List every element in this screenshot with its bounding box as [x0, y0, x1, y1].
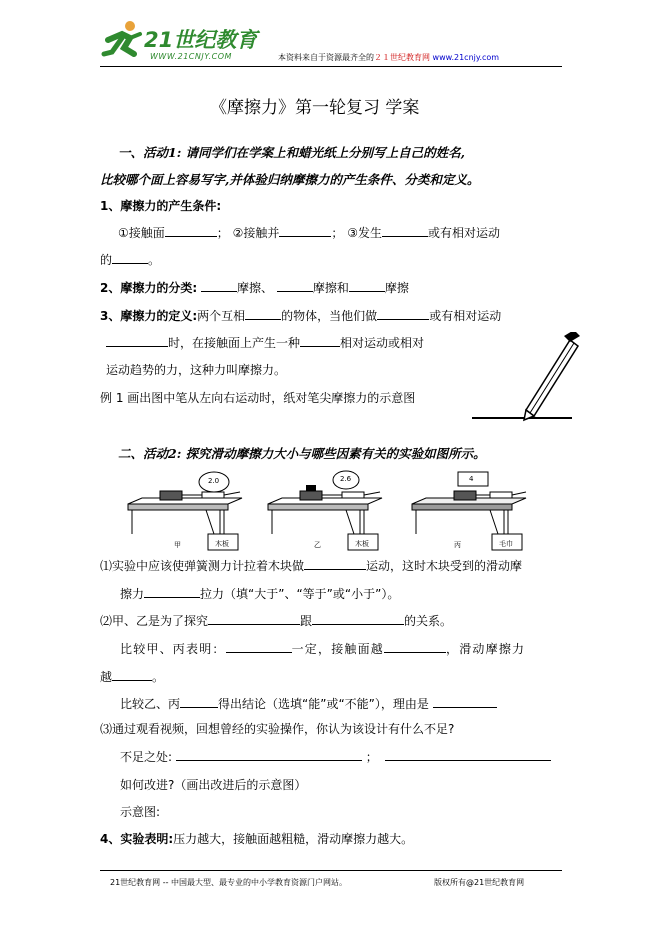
page-title: 《摩擦力》第一轮复习 学案	[210, 98, 420, 118]
header-divider	[100, 66, 562, 67]
blank-field[interactable]	[277, 279, 313, 292]
section2	[100, 279, 409, 296]
blank-field[interactable]	[106, 334, 168, 347]
blank-field[interactable]	[300, 334, 340, 347]
panel-label: 丙	[454, 541, 461, 549]
blank-field[interactable]	[201, 279, 237, 292]
question1-line1	[100, 557, 522, 574]
text: 拉力（填“大于”、“等于”或“小于”）。	[200, 587, 400, 601]
blank-field[interactable]	[208, 612, 300, 625]
blank-field[interactable]	[312, 612, 404, 625]
section3-line1	[100, 307, 501, 324]
surface-label: 木板	[355, 540, 369, 548]
logo-url: WWW.21CNJY.COM	[150, 52, 232, 61]
section2-heading: 2、摩擦力的分类:	[100, 281, 198, 295]
section1-line2	[100, 251, 160, 268]
section3-heading: 3、摩擦力的定义:	[100, 309, 198, 323]
activity2-heading: 二、活动2: 探究滑动摩擦力大小与哪些因素有关的实验如图所示。	[118, 446, 486, 461]
section1-conditions	[118, 224, 500, 241]
logo-text: 21世纪教育	[144, 28, 258, 52]
blank-field[interactable]	[112, 668, 152, 681]
experiment-panel	[264, 464, 396, 556]
question1-line2	[120, 585, 399, 602]
blank-field[interactable]	[165, 224, 217, 237]
text: 得出结论（选填“能”或“不能”），理由是	[218, 697, 429, 711]
separator: ；	[365, 750, 378, 764]
header-note-prefix: 本资料来自于资源最齐全的	[278, 53, 374, 62]
text: 相对运动或相对	[340, 336, 425, 350]
text: 的	[100, 253, 113, 267]
blank-field[interactable]	[144, 585, 200, 598]
condition-3-suffix: 或有相对运动	[427, 226, 500, 240]
footer-copyright-link[interactable]: 版权所有@21世纪教育网	[434, 878, 525, 887]
blank-field[interactable]	[349, 279, 385, 292]
activity1-line1: 一、活动1: 请同学们在学案上和蜡光纸上分别写上自己的姓名,	[118, 145, 466, 160]
example1: 例 1 画出图中笔从左向右运动时，纸对笔尖摩擦力的示意图	[100, 391, 416, 405]
header-brand-link[interactable]: ２１世纪教育网	[374, 53, 430, 62]
pen-illustration	[460, 332, 580, 422]
text: 运动，这时木块受到的滑动摩	[366, 559, 523, 573]
question3-line2	[120, 748, 551, 765]
question2-line4	[120, 695, 497, 712]
runner-logo-icon	[100, 20, 146, 64]
question2-line2	[120, 640, 525, 657]
section4-heading: 4、实验表明:	[100, 832, 174, 846]
blank-field[interactable]	[245, 307, 281, 320]
text: 摩擦、	[236, 281, 273, 295]
condition-2-text: ②接触并	[232, 226, 280, 240]
text: 擦力	[120, 587, 145, 601]
activity1-line2: 比较哪个面上容易写字,并体验归纳摩擦力的产生条件、分类和定义。	[100, 172, 480, 187]
text: 的物体，当他们做	[281, 309, 378, 323]
blank-field[interactable]	[180, 695, 218, 708]
section4	[100, 830, 413, 847]
blank-field[interactable]	[176, 748, 362, 761]
site-logo	[100, 20, 270, 68]
blank-field[interactable]	[279, 224, 331, 237]
pen-icon	[524, 332, 580, 420]
gauge-reading: 2.6	[340, 475, 352, 483]
question3-line3: 如何改进?（画出改进后的示意图）	[120, 778, 307, 792]
footer-text: 21世纪教育网 -- 中国最大型、最专业的中小学教育资源门户网站。	[110, 878, 348, 887]
text: 。	[148, 253, 161, 267]
text: 跟	[300, 614, 313, 628]
footer-divider	[100, 870, 562, 871]
separator: ；	[331, 226, 344, 240]
text: ⑴实验中应该使弹簧测力计拉着木块做	[100, 559, 305, 573]
surface-label: 木板	[215, 540, 229, 548]
text: ，滑动摩擦力	[446, 642, 526, 656]
text: 比较乙、丙	[120, 697, 181, 711]
header-note	[278, 52, 499, 63]
text: 比较甲、丙表明：	[120, 642, 226, 656]
text: 的关系。	[404, 614, 453, 628]
text: 压力越大，接触面越粗糙，滑动摩擦力越大。	[173, 832, 414, 846]
text: 时，在接触面上产生一种	[168, 336, 301, 350]
question2-line1	[100, 612, 452, 629]
text: 或有相对运动	[429, 309, 502, 323]
blank-field[interactable]	[112, 251, 148, 264]
question2-line3	[100, 668, 164, 685]
blank-field[interactable]	[226, 640, 292, 653]
blank-field[interactable]	[382, 224, 428, 237]
text: 不足之处:	[120, 750, 173, 764]
section1-heading: 1、摩擦力的产生条件:	[100, 199, 222, 213]
surface-label: 毛巾	[499, 540, 513, 548]
experiment-panel	[124, 464, 256, 556]
gauge-reading: 4	[469, 475, 474, 483]
experiment-panel	[408, 464, 540, 556]
blank-field[interactable]	[433, 695, 497, 708]
text: 两个互相	[197, 309, 246, 323]
blank-field[interactable]	[384, 640, 446, 653]
question3-line1: ⑶通过观看视频，回想曾经的实验操作，你认为该设计有什么不足?	[100, 722, 455, 736]
text: ⑵甲、乙是为了探究	[100, 614, 209, 628]
experiment-figure	[124, 464, 542, 556]
condition-3-text: ③发生	[347, 226, 382, 240]
question3-line4: 示意图:	[120, 805, 161, 819]
blank-field[interactable]	[377, 307, 429, 320]
text: 越	[100, 670, 113, 684]
separator: ；	[216, 226, 229, 240]
text: 。	[152, 670, 165, 684]
section3-line3: 运动趋势的力，这种力叫摩擦力。	[106, 363, 287, 377]
header-url-link[interactable]: www.21cnjy.com	[432, 53, 500, 62]
text: 摩擦和	[312, 281, 349, 295]
gauge-reading: 2.0	[208, 477, 220, 485]
section3-line2	[106, 334, 424, 351]
panel-label: 乙	[314, 541, 321, 549]
condition-1-text: ①接触面	[118, 226, 165, 240]
text: 一定，接触面越	[291, 642, 385, 656]
blank-field[interactable]	[385, 748, 551, 761]
blank-field[interactable]	[304, 557, 366, 570]
panel-label: 甲	[174, 541, 181, 549]
text: 摩擦	[384, 281, 409, 295]
